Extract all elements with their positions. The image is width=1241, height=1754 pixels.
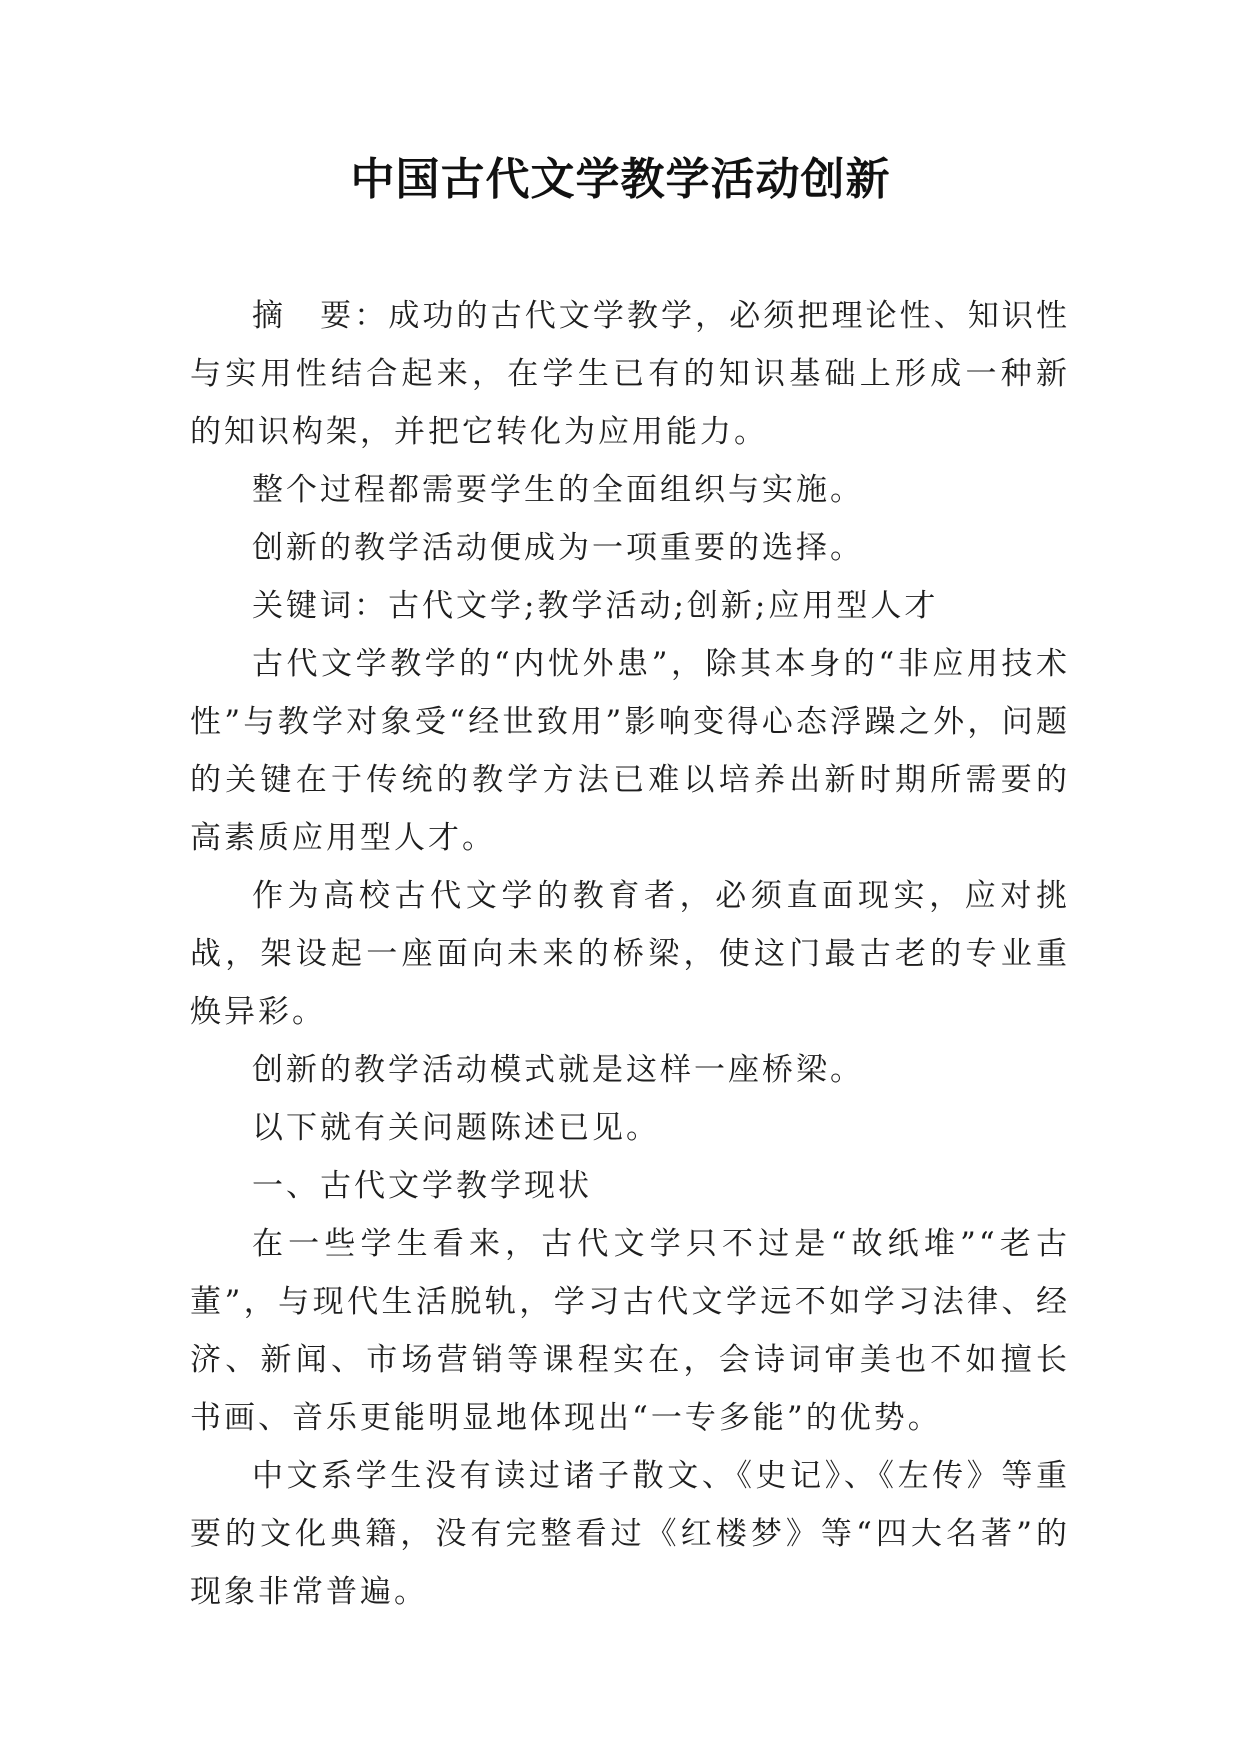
section-heading: 一、古代文学教学现状 (252, 1168, 592, 1204)
body-paragraph: 在一些学生看来，古代文学只不过是“故纸堆”“老古董”，与现代生活脱轨，学习古代文学远不如学习法律、经济、新闻、市场营销等课程实在，会诗词审美也不如擅长书画、音乐更能明显地体现出“一专多能”的优势。 (190, 1226, 1070, 1436)
abstract-paragraph: 摘 要：成功的古代文学教学，必须把理论性、知识性与实用性结合起来，在学生已有的知识基础上形成一种新的知识构架，并把它转化为应用能力。 (190, 298, 1070, 450)
document-body (190, 287, 1070, 1621)
body-paragraph: 整个过程都需要学生的全面组织与实施。 (252, 472, 864, 508)
body-paragraph: 中文系学生没有读过诸子散文、《史记》、《左传》等重要的文化典籍，没有完整看过《红楼梦》等“四大名著”的现象非常普遍。 (190, 1458, 1070, 1610)
body-paragraph: 古代文学教学的“内忧外患”，除其本身的“非应用技术性”与教学对象受“经世致用”影响变得心态浮躁之外，问题的关键在于传统的教学方法已难以培养出新时期所需要的高素质应用型人才。 (190, 646, 1070, 856)
keywords-paragraph: 关键词：古代文学;教学活动;创新;应用型人才 (252, 588, 939, 624)
body-paragraph: 以下就有关问题陈述已见。 (252, 1110, 660, 1146)
body-paragraph: 创新的教学活动模式就是这样一座桥梁。 (252, 1052, 864, 1088)
body-paragraph: 作为高校古代文学的教育者，必须直面现实，应对挑战，架设起一座面向未来的桥梁，使这门最古老的专业重焕异彩。 (190, 878, 1070, 1030)
body-paragraph: 创新的教学活动便成为一项重要的选择。 (252, 530, 864, 566)
document-title: 中国古代文学教学活动创新 (350, 154, 891, 205)
